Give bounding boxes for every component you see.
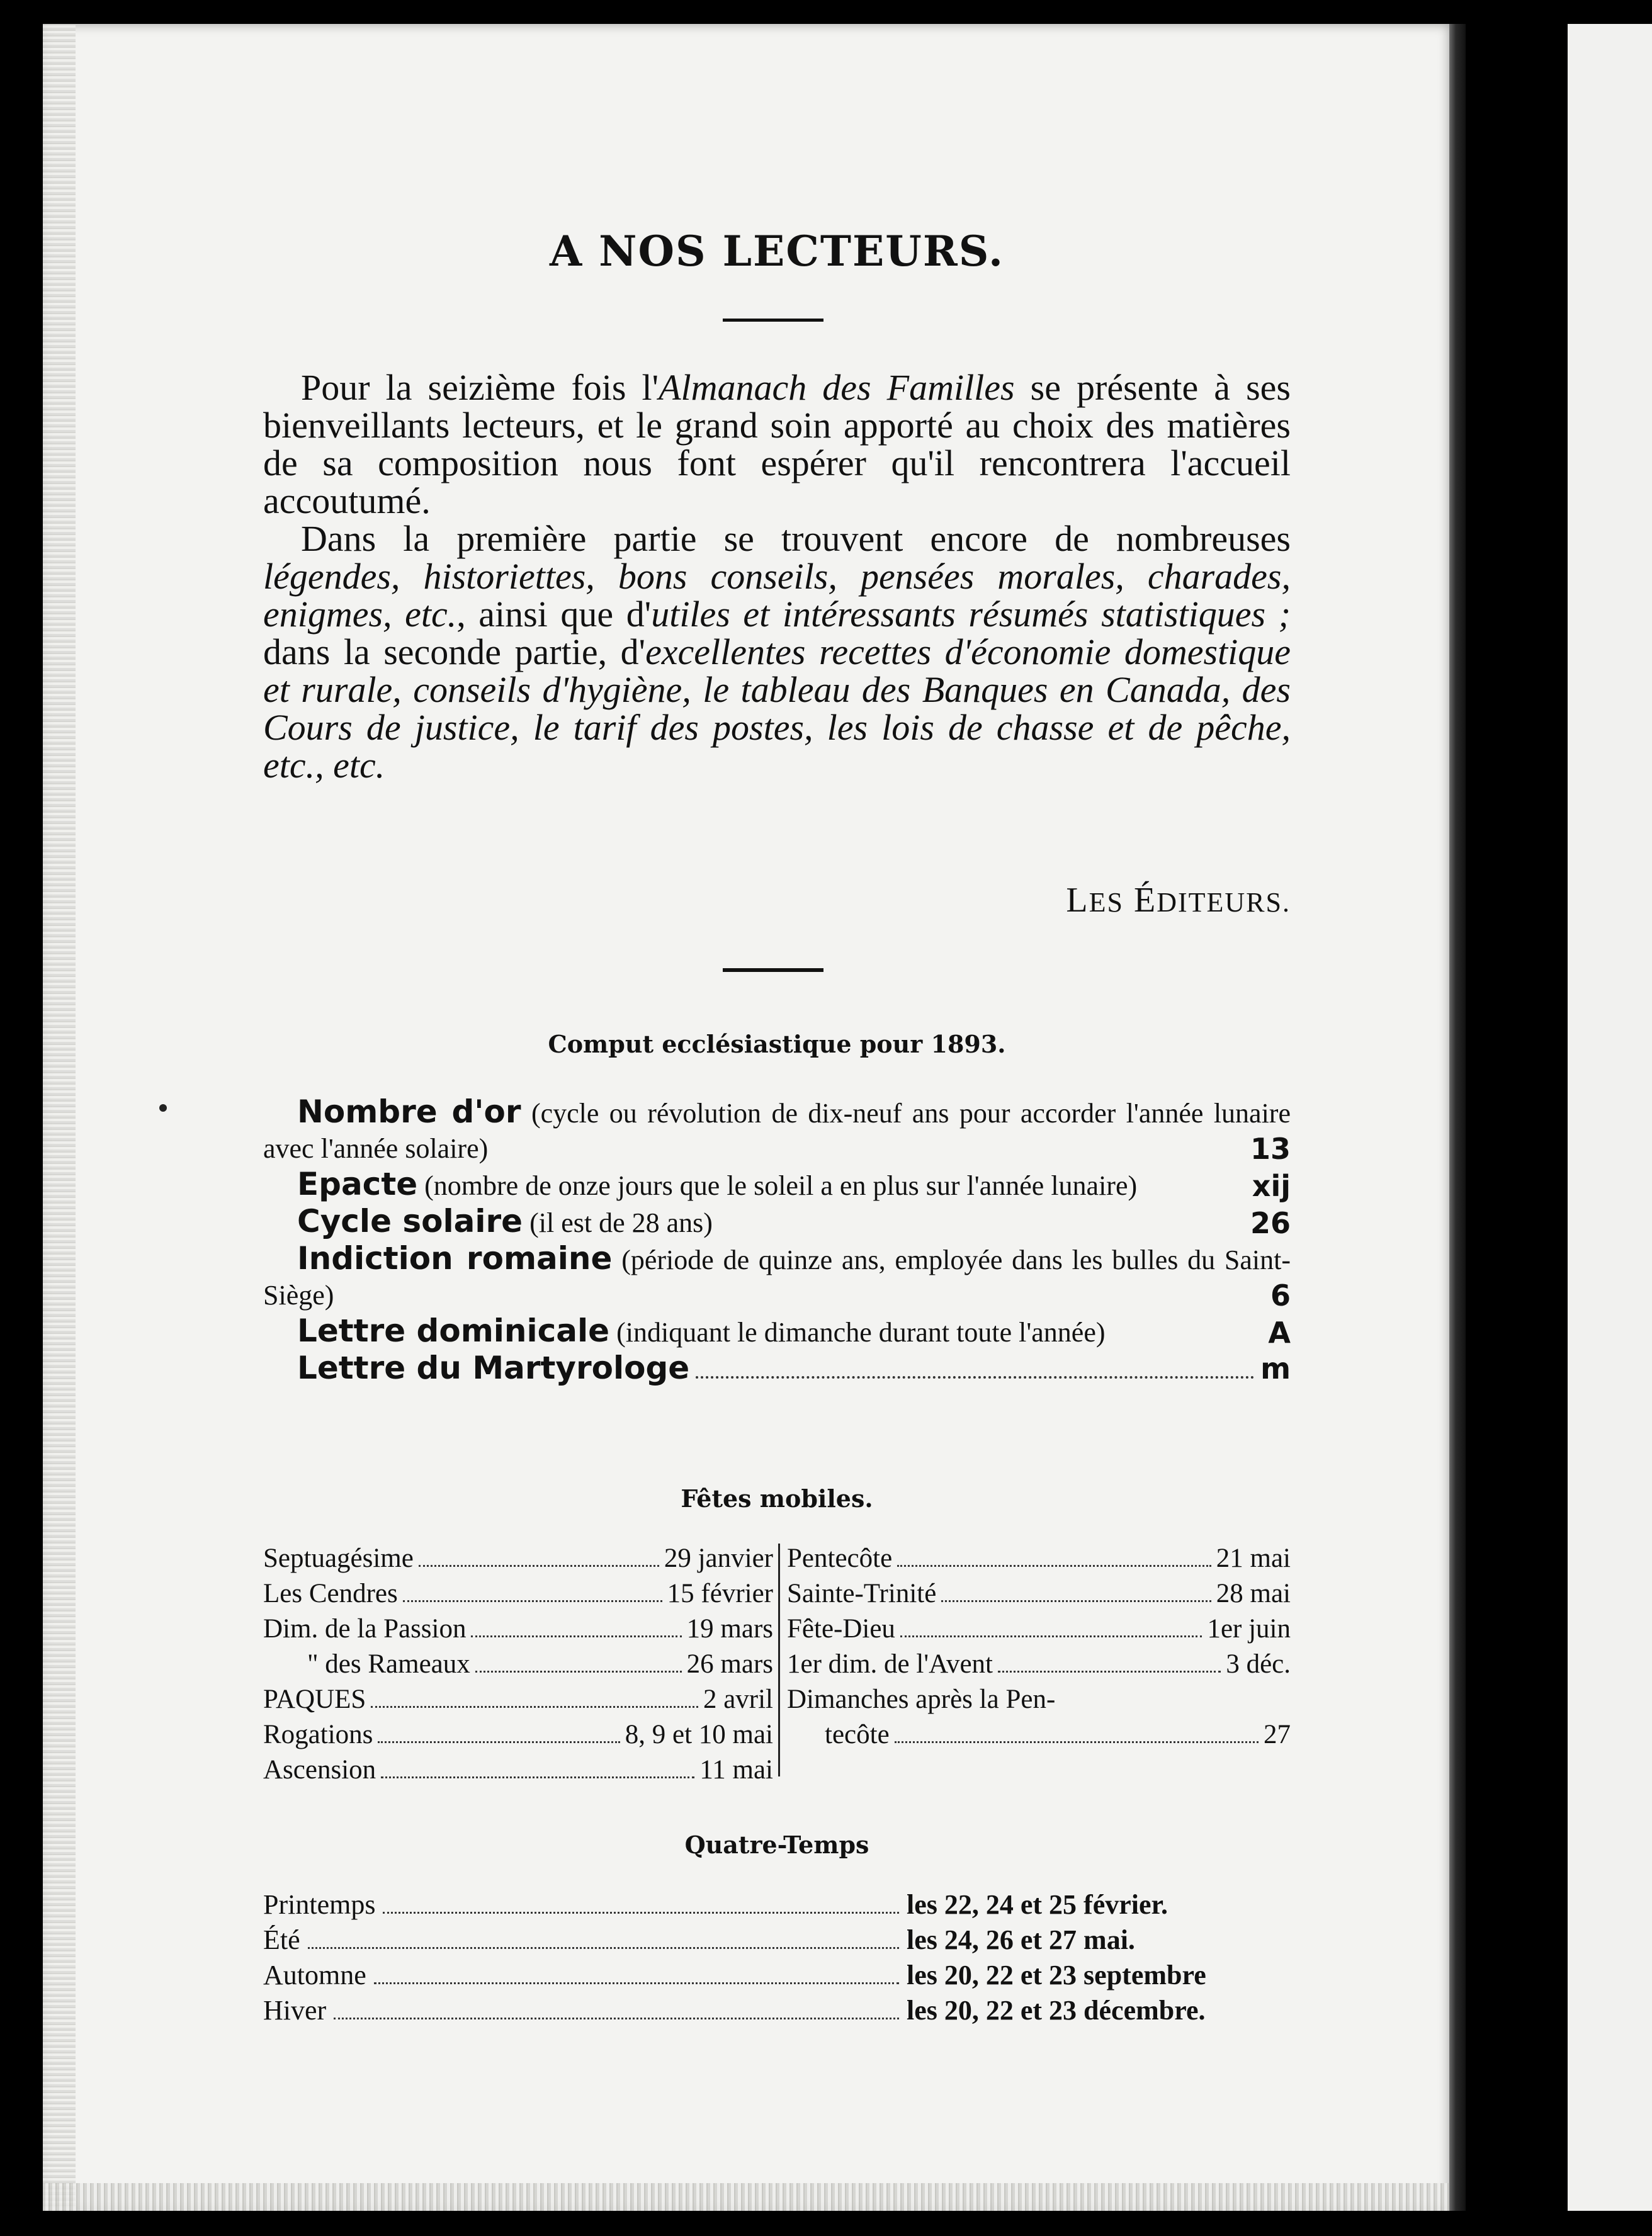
quatre-temps-row [263, 1923, 1291, 1958]
quatre-temps-row [263, 1958, 1291, 1993]
p1-part-c: se présente à ses bienveillants lecteurs, et le grand soin apporté au choix des matières de sa composition nous font espérer qu'il rencontrera l'accueil accoutumé. [263, 367, 1291, 521]
dot-leader [334, 2018, 899, 2019]
fete-date: 1er juin [1207, 1614, 1291, 1644]
comput-value: 6 [1270, 1279, 1291, 1313]
fete-row [787, 1647, 1291, 1682]
season-name: Hiver [263, 1995, 327, 2026]
dot-leader [900, 1635, 1202, 1637]
comput-description: (période de quinze ans, employée dans les bulles du Saint-Siège) [263, 1245, 1291, 1311]
season-dates: les 20, 22 et 23 septembre [907, 1960, 1206, 1990]
comput-value: 26 [1250, 1206, 1291, 1240]
intro-text [263, 369, 1291, 784]
fete-row [787, 1576, 1291, 1612]
fete-date: 29 janvier [664, 1544, 773, 1573]
intro-paragraph-2 [263, 520, 1291, 784]
sig-rest-2: DITEURS. [1157, 887, 1291, 918]
fete-date: 8, 9 et 10 mai [625, 1720, 773, 1749]
dot-leader [419, 1565, 659, 1567]
fete-row [787, 1682, 1291, 1717]
comput-term: Cycle solaire [297, 1203, 523, 1239]
season-name: Automne [263, 1960, 366, 1990]
fete-date: 2 avril [703, 1685, 773, 1714]
dot-leader [998, 1671, 1221, 1673]
intro-paragraph-1 [263, 369, 1291, 520]
title-rule [723, 319, 823, 322]
fete-date: 19 mars [686, 1614, 773, 1644]
fete-row [787, 1717, 1291, 1753]
dot-leader [383, 1912, 899, 1914]
comput-description: (indiquant le dimanche durant toute l'année) [609, 1317, 1106, 1348]
season-dates: les 20, 22 et 23 décembre. [907, 1995, 1206, 2026]
comput-term: Indiction romaine [297, 1240, 613, 1277]
season-name: Été [263, 1924, 300, 1955]
quatre-temps-row [263, 1993, 1291, 2028]
p2-part-b: légendes, historiettes, bons conseils, pensées morales, charades, enigmes, etc. [263, 556, 1291, 635]
fetes-heading: Fêtes mobiles. [681, 1484, 873, 1513]
dot-leader [895, 1741, 1259, 1743]
sig-space [1124, 881, 1134, 920]
dot-leader [378, 1741, 620, 1743]
dot-leader [475, 1671, 682, 1673]
p2-part-f: excellentes recettes d'économie domestique et rurale, conseils d'hygiène, le tableau des Banques en Canada, des Cours de justice, le tarif des postes, les lois de chasse et de pêche, etc., etc. [263, 631, 1291, 786]
fete-name: Sainte-Trinité [787, 1579, 937, 1608]
comput-leader [263, 1350, 1291, 1386]
fete-date: 11 mai [699, 1755, 773, 1785]
p2-part-d: utiles et intéressants résumés statistiques ; [651, 594, 1291, 635]
comput-value: A [1268, 1316, 1291, 1350]
fete-name: Dim. de la Passion [263, 1614, 467, 1644]
facing-page [1568, 24, 1652, 2211]
comput-value: m [1260, 1352, 1291, 1386]
dot-leader [374, 1982, 899, 1984]
fete-date: 28 mai [1216, 1579, 1291, 1608]
dot-leader [381, 1776, 694, 1778]
comput-term: Lettre dominicale [297, 1313, 610, 1349]
comput-description: (il est de 28 ans) [523, 1207, 713, 1238]
comput-term: Epacte [297, 1166, 418, 1202]
dot-leader [471, 1635, 681, 1637]
page-edge [1449, 24, 1466, 2211]
comput-heading: Comput ecclésiastique pour 1893. [548, 1030, 1006, 1058]
p2-part-c: , ainsi que d' [456, 594, 652, 635]
fete-date: 26 mars [686, 1649, 773, 1679]
p1-part-a: Pour la seizième fois l' [301, 367, 659, 408]
fete-name: " des Rameaux [307, 1649, 470, 1679]
column-divider [778, 1544, 780, 1776]
dot-leader [696, 1376, 1254, 1379]
fete-date: 21 mai [1216, 1544, 1291, 1573]
fete-name: PAQUES [263, 1685, 366, 1714]
dot-leader [403, 1600, 662, 1602]
fetes-left-column [263, 1541, 773, 1788]
season-dates: les 22, 24 et 25 février. [907, 1889, 1168, 1920]
fete-row [263, 1612, 773, 1647]
season-dates: les 24, 26 et 27 mai. [907, 1924, 1135, 1955]
section-rule [723, 968, 823, 972]
dot-leader [941, 1600, 1211, 1602]
comput-value: xij [1252, 1169, 1291, 1203]
comput-description: (nombre de onze jours que le soleil a en plus sur l'année lunaire) [417, 1170, 1138, 1201]
comput-term: Nombre d'or [297, 1093, 521, 1130]
fete-row [263, 1682, 773, 1717]
quatre-temps-row [263, 1887, 1291, 1923]
comput-entry [263, 1094, 1291, 1166]
comput-value: 13 [1250, 1132, 1291, 1166]
quatre-temps-heading: Quatre-Temps [684, 1831, 869, 1859]
comput-term: Lettre du Martyrologe [297, 1350, 690, 1386]
comput-entry [263, 1350, 1291, 1386]
fete-row [787, 1541, 1291, 1576]
fete-name: Septuagésime [263, 1544, 414, 1573]
comput-desc [263, 1166, 1291, 1204]
fete-row [263, 1647, 773, 1682]
quatre-temps-table [263, 1887, 1291, 2028]
fete-name: Ascension [263, 1755, 376, 1785]
fete-name: 1er dim. de l'Avent [787, 1649, 993, 1679]
fete-name: Pentecôte [787, 1544, 893, 1573]
fete-row [263, 1541, 773, 1576]
fete-name: Fête-Dieu [787, 1614, 895, 1644]
comput-entry [263, 1204, 1291, 1241]
comput-entry [263, 1241, 1291, 1313]
p2-part-e: dans la seconde partie, d' [263, 631, 646, 672]
comput-leader [263, 1278, 1291, 1313]
fete-name: tecôte [825, 1720, 890, 1749]
dot-leader [897, 1565, 1211, 1567]
fete-name: Rogations [263, 1720, 373, 1749]
page-title: A NOS LECTEURS. [549, 227, 1004, 276]
signature [1066, 880, 1291, 920]
p2-part-a: Dans la première partie se trouvent encore de nombreuses [301, 518, 1291, 559]
fete-row [787, 1612, 1291, 1647]
fete-date: 15 février [667, 1579, 773, 1608]
season-name: Printemps [263, 1889, 376, 1920]
ink-dot [159, 1104, 167, 1112]
comput-entry [263, 1166, 1291, 1204]
fete-row [263, 1717, 773, 1753]
sig-rest-1: ES [1089, 887, 1124, 918]
dot-leader [371, 1706, 698, 1708]
fete-name: Les Cendres [263, 1579, 398, 1608]
comput-list [263, 1094, 1291, 1386]
comput-entry [263, 1313, 1291, 1350]
dot-leader [308, 1947, 899, 1949]
sig-initial-1: L [1066, 881, 1089, 920]
almanac-name: Almanach des Familles [659, 367, 1015, 408]
fete-date: 27 [1264, 1720, 1291, 1749]
fete-row [263, 1576, 773, 1612]
almanac-page [43, 24, 1449, 2211]
fete-name: Dimanches après la Pen- [787, 1685, 1056, 1714]
fetes-right-column [787, 1541, 1291, 1753]
fete-row [263, 1753, 773, 1788]
fete-date: 3 déc. [1226, 1649, 1291, 1679]
comput-description: (cycle ou révolution de dix-neuf ans pour accorder l'année lunaire avec l'année solaire) [263, 1098, 1291, 1164]
sig-initial-2: É [1134, 881, 1157, 920]
